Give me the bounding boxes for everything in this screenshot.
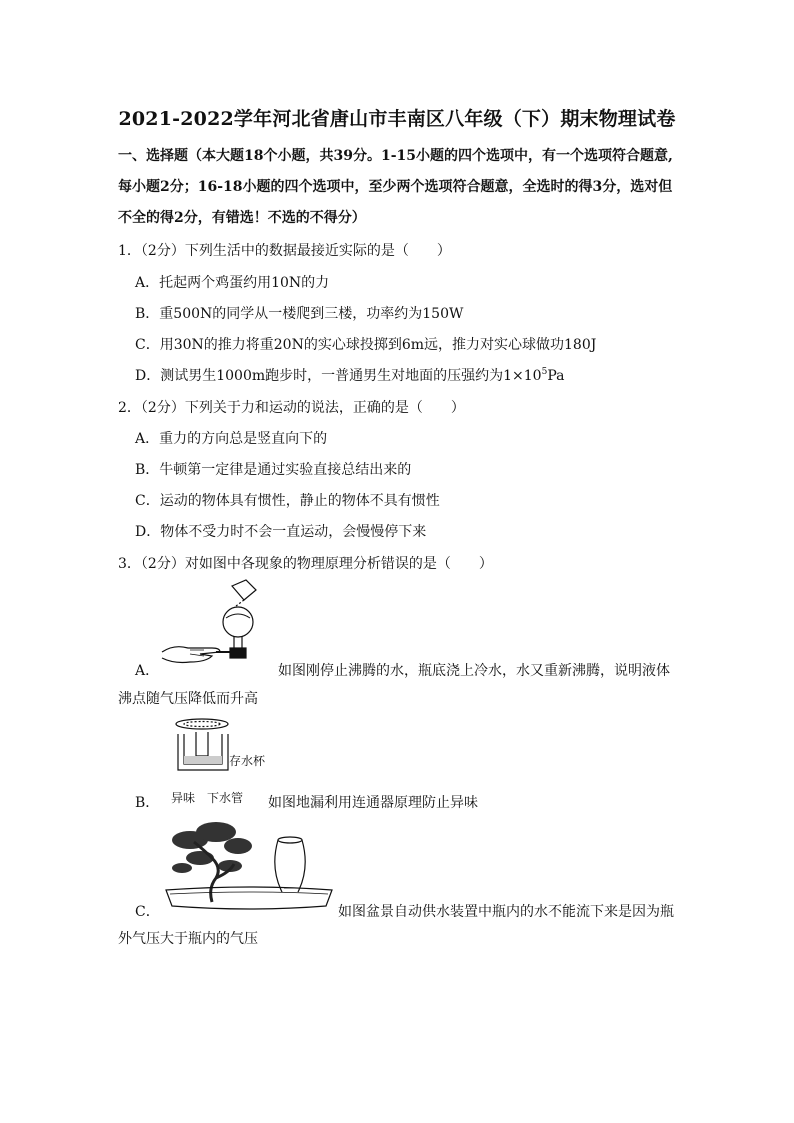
question-1-option-b: B．重500N的同学从一楼爬到三楼，功率约为150W: [135, 306, 464, 322]
page-title: 2021-2022学年河北省唐山市丰南区八年级（下）期末物理试卷: [118, 108, 676, 130]
question-3-option-c-text-2: 外气压大于瓶内的气压: [118, 931, 258, 947]
section-intro-line1: 一、选择题（本大题18个小题，共39分。1-15小题的四个选项中，有一个选项符合题意,: [118, 148, 673, 164]
question-2-option-a: A．重力的方向总是竖直向下的: [135, 431, 328, 447]
question-1-option-d-text: D．测试男生1000m跑步时，一普通男生对地面的压强约为1×10: [135, 368, 542, 384]
section-intro-line2: 每小题2分；16-18小题的四个选项中，至少两个选项符合题意，全选时的得3分，选对但: [118, 179, 673, 195]
question-2-option-b: B．牛顿第一定律是通过实验直接总结出来的: [135, 462, 412, 478]
question-3-stem: 3．（2分）对如图中各现象的物理原理分析错误的是（ ）: [118, 556, 493, 572]
question-2-option-c: C．运动的物体具有惯性，静止的物体不具有惯性: [135, 493, 440, 509]
question-1-stem: 1．（2分）下列生活中的数据最接近实际的是（ ）: [118, 243, 451, 259]
question-3-option-a-text-2: 沸点随气压降低而升高: [118, 691, 258, 707]
question-3-option-a-text-1: 如图刚停止沸腾的水，瓶底浇上冷水，水又重新沸腾，说明液体: [278, 663, 670, 679]
question-1-option-d: [135, 365, 564, 385]
section-intro-line3: 不全的得2分，有错选！不选的不得分）: [118, 210, 366, 226]
question-3-option-b-label: B．: [135, 795, 160, 811]
question-1-option-d-exponent: 5: [541, 367, 548, 377]
question-2-option-d: D．物体不受力时不会一直运动，会慢慢停下来: [135, 524, 427, 540]
floor-drain-figure: [170, 716, 236, 778]
question-3-option-a-label: A．: [135, 663, 160, 679]
question-3-option-c-label: C．: [135, 904, 160, 920]
bonsai-water-supply-figure: [160, 818, 340, 914]
drain-pipe-label: 下水管: [207, 791, 244, 805]
drain-cup-label: 存水杯: [229, 754, 266, 768]
question-3-option-c-text-1: 如图盆景自动供水装置中瓶内的水不能流下来是因为瓶: [338, 904, 674, 920]
question-2-stem: 2．（2分）下列关于力和运动的说法，正确的是（ ）: [118, 400, 465, 416]
question-1-option-c: C．用30N的推力将重20N的实心球投掷到6m远，推力对实心球做功180J: [135, 337, 597, 353]
boiling-flask-figure: [160, 578, 278, 670]
question-1-option-a: A．托起两个鸡蛋约用10N的力: [135, 275, 330, 291]
drain-smell-label: 异味: [171, 791, 196, 805]
question-1-option-d-unit: Pa: [547, 368, 565, 384]
question-3-option-b-text: 如图地漏利用连通器原理防止异味: [268, 795, 478, 811]
